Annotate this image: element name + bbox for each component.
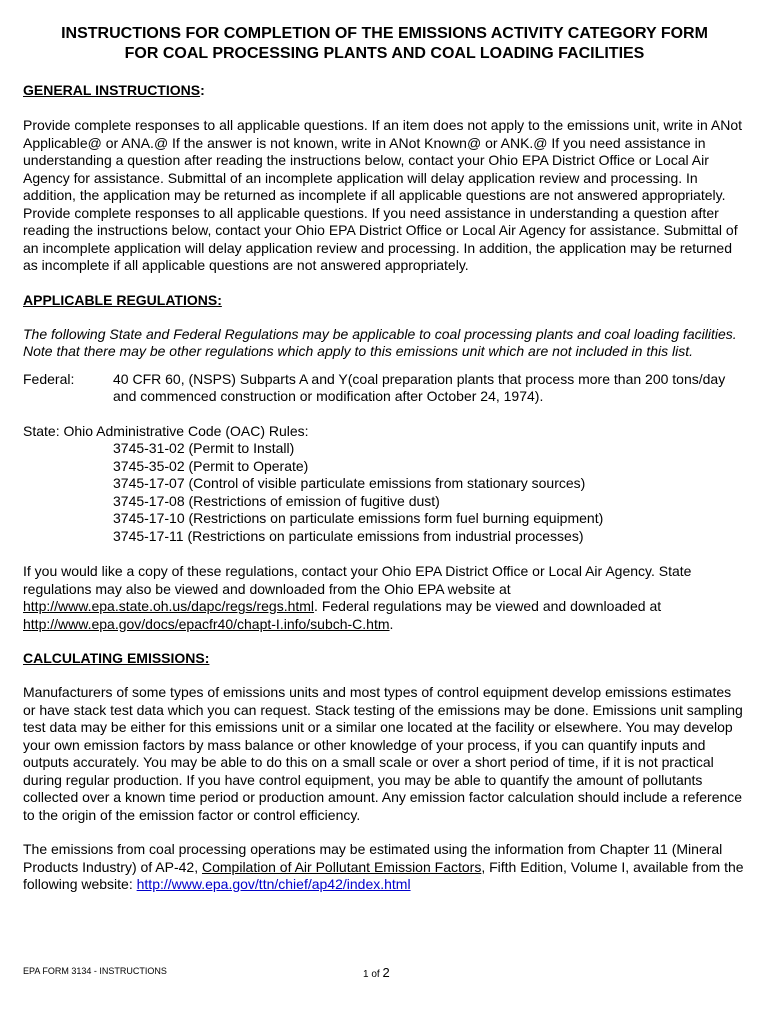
state-rule-item: 3745-17-11 (Restrictions on particulate emissions from industrial processes)	[113, 527, 584, 544]
state-rules-list	[113, 440, 746, 545]
federal-label: Federal:	[23, 370, 75, 387]
federal-text: 40 CFR 60, (NSPS) Subparts A and Y(coal preparation plants that process more than 200 tons/day and commenced construction or modification after October 24, 1974).	[113, 370, 726, 404]
applicable-regulations-heading: APPLICABLE REGULATIONS:	[23, 291, 222, 308]
general-paragraph-1: Provide complete responses to all applicable questions. If an item does not apply to the emissions unit, write in ANot Applicable@ or ANA.@ If the answer is not known, write in ANot Known@ or ANK.@ If you need assistance in understanding a question after reading the instructions below, contact your Ohio EPA District Office or Local Air Agency for assistance. Submittal of an incomplete application will delay application review and processing. In addition, the application may be returned as incomplete if all applicable questions are not answered appropriately.	[23, 117, 743, 203]
calculating-emissions-heading: CALCULATING EMISSIONS:	[23, 650, 210, 666]
regulations-intro: The following State and Federal Regulations may be applicable to coal processing plants and coal loading facilities. Note that there may be other regulations which apply to this emissions unit which are not included in this list.	[23, 325, 737, 359]
federal-regulation	[23, 371, 746, 406]
general-paragraph-2: Provide complete responses to all applicable questions. If you need assistance in understanding a question after reading the instructions below, contact your Ohio EPA District Office or Local Air Agency for assistance. Submittal of an incomplete application will delay application review and processing. In addition, the application may be returned as incomplete if all applicable questions are not answered appropriately.	[23, 204, 738, 273]
state-rule-item: 3745-17-08 (Restrictions of emission of fugitive dust)	[113, 492, 440, 509]
state-regs-link[interactable]: http://www.epa.state.oh.us/dapc/regs/regs.html	[23, 598, 315, 614]
footer-form-number: EPA FORM 3134 - INSTRUCTIONS	[23, 966, 167, 976]
state-label: State: Ohio Administrative Code (OAC) Rules:	[23, 422, 309, 439]
state-rule-item: 3745-31-02 (Permit to Install)	[113, 440, 295, 456]
footer-page-number: 1 of 2	[363, 965, 390, 980]
ap42-link[interactable]: http://www.epa.gov/ttn/chief/ap42/index.html	[136, 876, 411, 892]
state-rule-item: 3745-17-10 (Restrictions on particulate emissions form fuel burning equipment)	[113, 510, 604, 526]
ap42-title: Compilation of Air Pollutant Emission Factors	[201, 858, 482, 875]
calculating-paragraph-1: Manufacturers of some types of emissions units and most types of control equipment develop emissions estimates or have stack test data which you can request. Stack testing of the emissions may be done. Emissions unit sampling test data may be either for this emissions unit or a similar one located at the facility or elsewhere. You may develop your own emission factors by mass balance or other knowledge of your process, if you can quantify inputs and outputs accurately. You may be able to do this on a small scale or over a short period of time, if it is not practical during regular production. If you have control equipment, you may be able to quantify the amount of pollutants collected over a known time period or production amount. Any emission factor calculation should include a reference to the origin of the emission factor or control efficiency.	[23, 684, 743, 823]
general-instructions-heading: GENERAL INSTRUCTIONS:	[23, 82, 205, 98]
state-rule-item: 3745-35-02 (Permit to Operate)	[113, 457, 309, 474]
document-title	[23, 24, 746, 64]
regulations-copy-paragraph: If you would like a copy of these regulations, contact your Ohio EPA District Office or Local Air Agency. State regulations may also be viewed and downloaded from the Ohio EPA website at http://www.epa.state.oh.us/dapc/regs/regs.html. Federal regulations may be viewed and downloaded at http://www.epa.gov/docs/epacfr40/chapt-I.info/subch-C.htm.	[23, 563, 692, 632]
title-line-1: INSTRUCTIONS FOR COMPLETION OF THE EMISSIONS ACTIVITY CATEGORY FORM	[61, 25, 708, 42]
federal-regs-link[interactable]: http://www.epa.gov/docs/epacfr40/chapt-I.info/subch-C.htm	[23, 615, 390, 632]
title-line-2: FOR COAL PROCESSING PLANTS AND COAL LOADING FACILITIES	[124, 45, 645, 62]
calculating-paragraph-2: The emissions from coal processing operations may be estimated using the information from Chapter 11 (Mineral Products Industry) of AP-42, Compilation of Air Pollutant Emission Factors, Fifth Edition, Volume I, available from the following website: http://www.epa.gov/ttn/chief/ap42/index.html	[23, 841, 744, 892]
state-rule-item: 3745-17-07 (Control of visible particulate emissions from stationary sources)	[113, 475, 586, 491]
